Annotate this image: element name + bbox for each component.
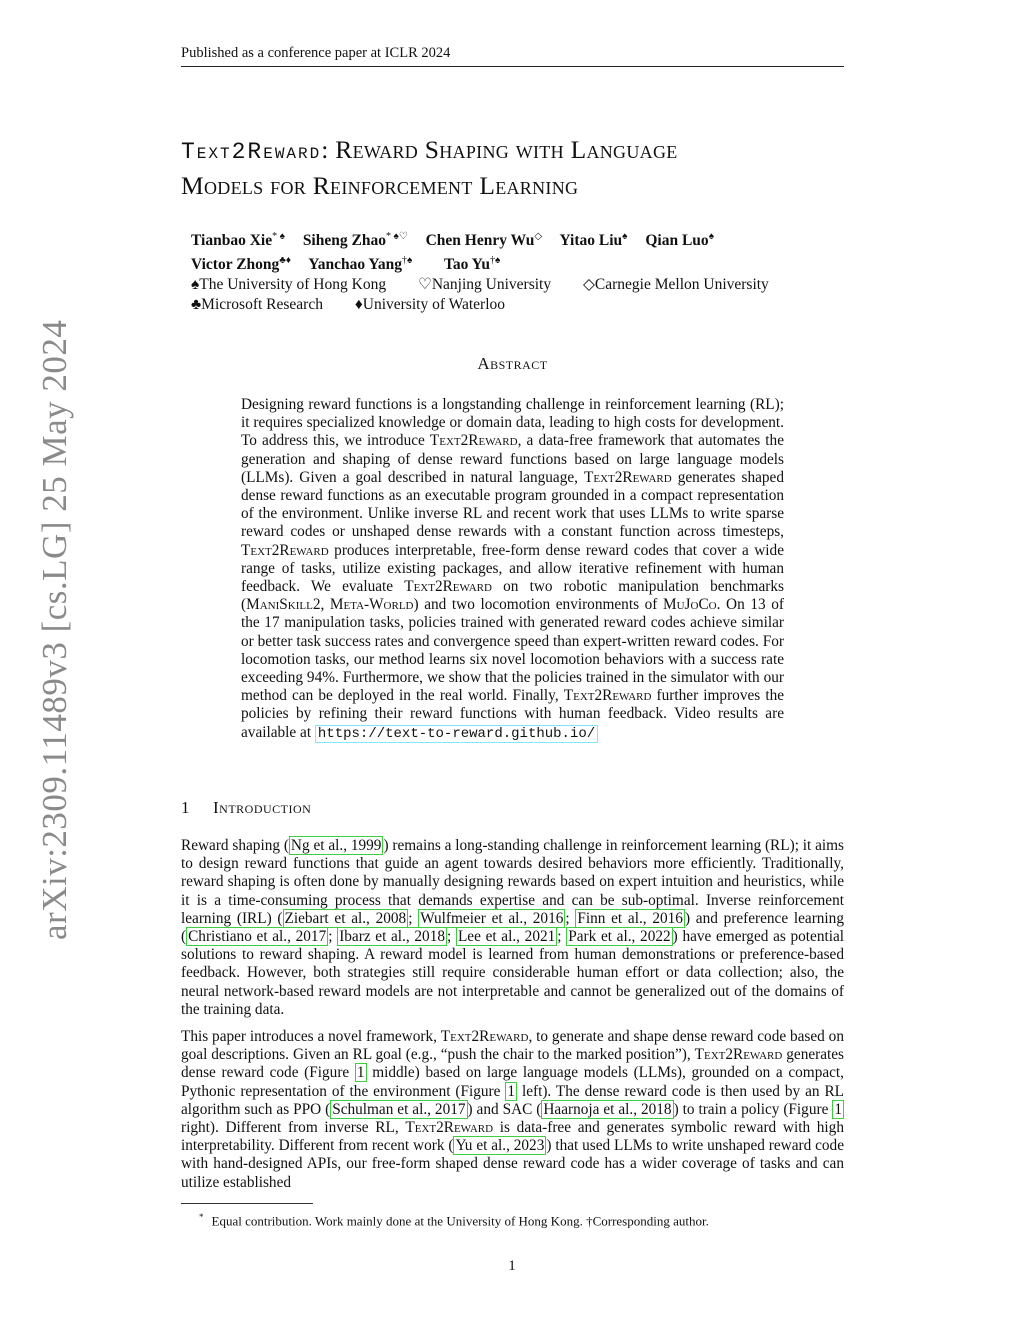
citation-link[interactable]: Finn et al., 2016 <box>577 909 683 927</box>
benchmark-name: ManiSkill2 <box>246 596 321 614</box>
abstract-text: , <box>320 596 330 614</box>
page-number: 1 <box>508 1258 516 1274</box>
abstract-heading: Abstract <box>477 354 548 373</box>
arxiv-stamp: arXiv:2309.11489v3 [cs.LG] 25 May 2024 <box>35 319 74 940</box>
author-name: Siheng Zhao <box>302 232 386 250</box>
author-line-1 <box>191 227 851 251</box>
citation-link[interactable]: Lee et al., 2021 <box>457 928 556 946</box>
project-url-link[interactable]: https://text-to-reward.github.io/ <box>315 725 598 743</box>
footnote-divider <box>181 1203 313 1204</box>
affiliation-line-1 <box>191 275 851 295</box>
section-heading <box>181 798 844 818</box>
abstract-text: further improves the policies by refining their reward functions with human feedback. Video results are available at <box>241 687 785 741</box>
body-text: ; <box>557 928 567 946</box>
footnote-mark: * <box>199 1212 204 1222</box>
author-mark: ♠ <box>622 231 628 242</box>
author-mark: †♠ <box>402 255 413 267</box>
title-line1-rest: : Reward Shaping with Language <box>321 135 678 164</box>
body-text: This paper introduces a novel framework, <box>181 1028 441 1046</box>
title-method-name: Text2Reward <box>181 139 322 165</box>
introduction-body <box>181 837 844 1201</box>
author-name: Chen Henry Wu <box>425 232 535 250</box>
body-text: right). Different from inverse RL, <box>181 1119 406 1137</box>
body-text: ) to train a policy (Figure <box>673 1100 833 1118</box>
author-name: Qian Luo <box>645 232 709 250</box>
body-text: ; <box>328 928 338 946</box>
body-text: ) and SAC ( <box>467 1100 542 1118</box>
figure-ref-link[interactable]: 1 <box>356 1064 365 1082</box>
intro-paragraph-1 <box>181 837 844 1019</box>
body-text: ) have emerged as potential solutions to reward shaping. A reward model is learned from human demonstrations or preference-based feedback. However, both strategies still require considerable human effort or data collection; also, the neural network-based reward models are not interpretable and cannot be generalized out of the domains of the training data. <box>181 928 845 1018</box>
affiliation: ◇Carnegie Mellon University <box>582 276 769 294</box>
footnote-text: Equal contribution. Work mainly done at the University of Hong Kong. †Corresponding author. <box>211 1213 709 1229</box>
paper-title <box>181 133 881 203</box>
body-text: ; <box>565 909 576 927</box>
method-name: Text2Reward <box>404 578 492 596</box>
body-text: , to generate and shape dense reward code based on goal descriptions. Given an RL goal (e.g., “push the chair to the marked position”), <box>181 1028 844 1064</box>
affiliation: ♡Nanjing University <box>417 276 552 294</box>
method-name: Text2Reward <box>694 1046 783 1064</box>
section-number: 1 <box>181 798 190 817</box>
body-text: ; <box>408 909 419 927</box>
affiliation: ♣Microsoft Research <box>191 296 323 314</box>
author-name: Yanchao Yang <box>308 256 403 274</box>
benchmark-name: MuJoCo <box>663 596 717 614</box>
author-mark: ♠ <box>708 231 714 242</box>
author-mark: * ♠ <box>272 231 285 242</box>
abstract-body <box>241 396 784 743</box>
citation-link[interactable]: Wulfmeier et al., 2016 <box>420 909 564 927</box>
author-mark: ♣♦ <box>279 255 291 267</box>
author-mark: ◇ <box>534 231 543 242</box>
method-name: Text2Reward <box>405 1119 494 1137</box>
title-line2: Models for Reinforcement Learning <box>181 171 579 200</box>
abstract-text: . On 13 of the 17 manipulation tasks, policies trained with generated reward codes achieve similar or better task success rates and convergence speed than expert-written reward codes. For locomotion tasks, our method learns six novel locomotion behaviors with a success rate exceeding 94%. Furthermore, we show that the policies trained in the simulator with our method can be deployed in the real world. Finally, <box>241 596 784 705</box>
abstract-text: generates shaped dense reward functions as an executable program grounded in a compact representation of the environment. Unlike inverse RL and recent work that uses LLMs to write sparse reward codes or unshaped dense rewards with a constant function across timesteps, <box>241 468 784 541</box>
citation-link[interactable]: Christiano et al., 2017 <box>188 928 327 946</box>
author-name: Yitao Liu <box>559 232 623 250</box>
citation-link[interactable]: Ibarz et al., 2018 <box>339 928 445 946</box>
author-name: Tianbao Xie <box>191 232 273 250</box>
figure-ref-link[interactable]: 1 <box>834 1100 842 1118</box>
method-name: Text2Reward <box>584 468 672 486</box>
body-text: middle) based on large language models (LLMs), grounded on a compact, Pythonic representation of the environment (Figure <box>181 1064 845 1100</box>
intro-paragraph-2 <box>181 1028 844 1192</box>
footnote <box>199 1209 844 1229</box>
section-title: Introduction <box>213 798 312 817</box>
method-name: Text2Reward <box>563 687 652 705</box>
citation-link[interactable]: Park et al., 2022 <box>568 928 671 946</box>
affiliation-line-2 <box>191 295 851 315</box>
benchmark-name: Meta-World <box>329 596 414 614</box>
citation-link[interactable]: Yu et al., 2023 <box>455 1137 545 1155</box>
running-header: Published as a conference paper at ICLR 2024 <box>181 45 844 67</box>
body-text: ) and preference learning ( <box>181 909 844 946</box>
body-text: ) that used LLMs to write unshaped reward code with hand-designed APIs, our free-form shaped dense reward code has a wider coverage of tasks and can utilize established <box>181 1137 844 1191</box>
body-text: Reward shaping ( <box>181 837 289 854</box>
affiliation: ♠The University of Hong Kong <box>191 276 387 294</box>
body-text: ; <box>447 928 456 946</box>
abstract-text: , a data-free framework that automates the generation and shaping of dense reward functions based on large language models (LLMs). Given a goal described in natural language, <box>241 432 784 486</box>
citation-link[interactable]: Ziebart et al., 2008 <box>284 909 407 927</box>
abstract-text: produces interpretable, free-form dense reward codes that cover a wide range of tasks, utilize existing packages, and allow iterative refinement with human feedback. We evaluate <box>241 541 784 596</box>
abstract-text: ) and two locomotion environments of <box>413 596 663 614</box>
author-mark: †♠ <box>490 255 501 267</box>
body-text: generates dense reward code (Figure <box>181 1046 845 1082</box>
figure-ref-link[interactable]: 1 <box>507 1082 516 1100</box>
author-name: Victor Zhong <box>191 256 280 274</box>
method-name: Text2Reward <box>440 1028 529 1046</box>
citation-link[interactable]: Ng et al., 1999 <box>290 837 382 854</box>
affiliation: ♦University of Waterloo <box>354 296 506 314</box>
method-name: Text2Reward <box>241 541 329 559</box>
author-mark: * ♠♡ <box>385 231 408 242</box>
abstract-text: on two robotic manipulation benchmarks ( <box>241 578 784 614</box>
citation-link[interactable]: Haarnoja et al., 2018 <box>543 1100 672 1118</box>
method-name: Text2Reward <box>429 432 518 450</box>
citation-link[interactable]: Schulman et al., 2017 <box>332 1100 466 1118</box>
body-text: is data-free and generates symbolic reward with high interpretability. Different from recent work ( <box>181 1119 844 1155</box>
body-text: ) remains a long-standing challenge in reinforcement learning (RL); it aims to design reward functions that guide an agent towards desired behaviors more efficiently. Traditionally, reward shaping is often done by manually designing rewards based on expert intuition and heuristics, while it is a time-consuming process that demands expertise and can be sub-optimal. Inverse reinforcement learning (IRL) ( <box>181 837 844 927</box>
author-line-2 <box>191 251 851 275</box>
body-text: left). The dense reward code is then used by an RL algorithm such as PPO ( <box>181 1082 844 1118</box>
author-name: Tao Yu <box>443 256 491 274</box>
author-block <box>191 227 851 315</box>
abstract-text: Designing reward functions is a longstanding challenge in reinforcement learning (RL); it requires specialized knowledge or domain data, leading to high costs for development. To address this, we introduce <box>241 396 784 450</box>
